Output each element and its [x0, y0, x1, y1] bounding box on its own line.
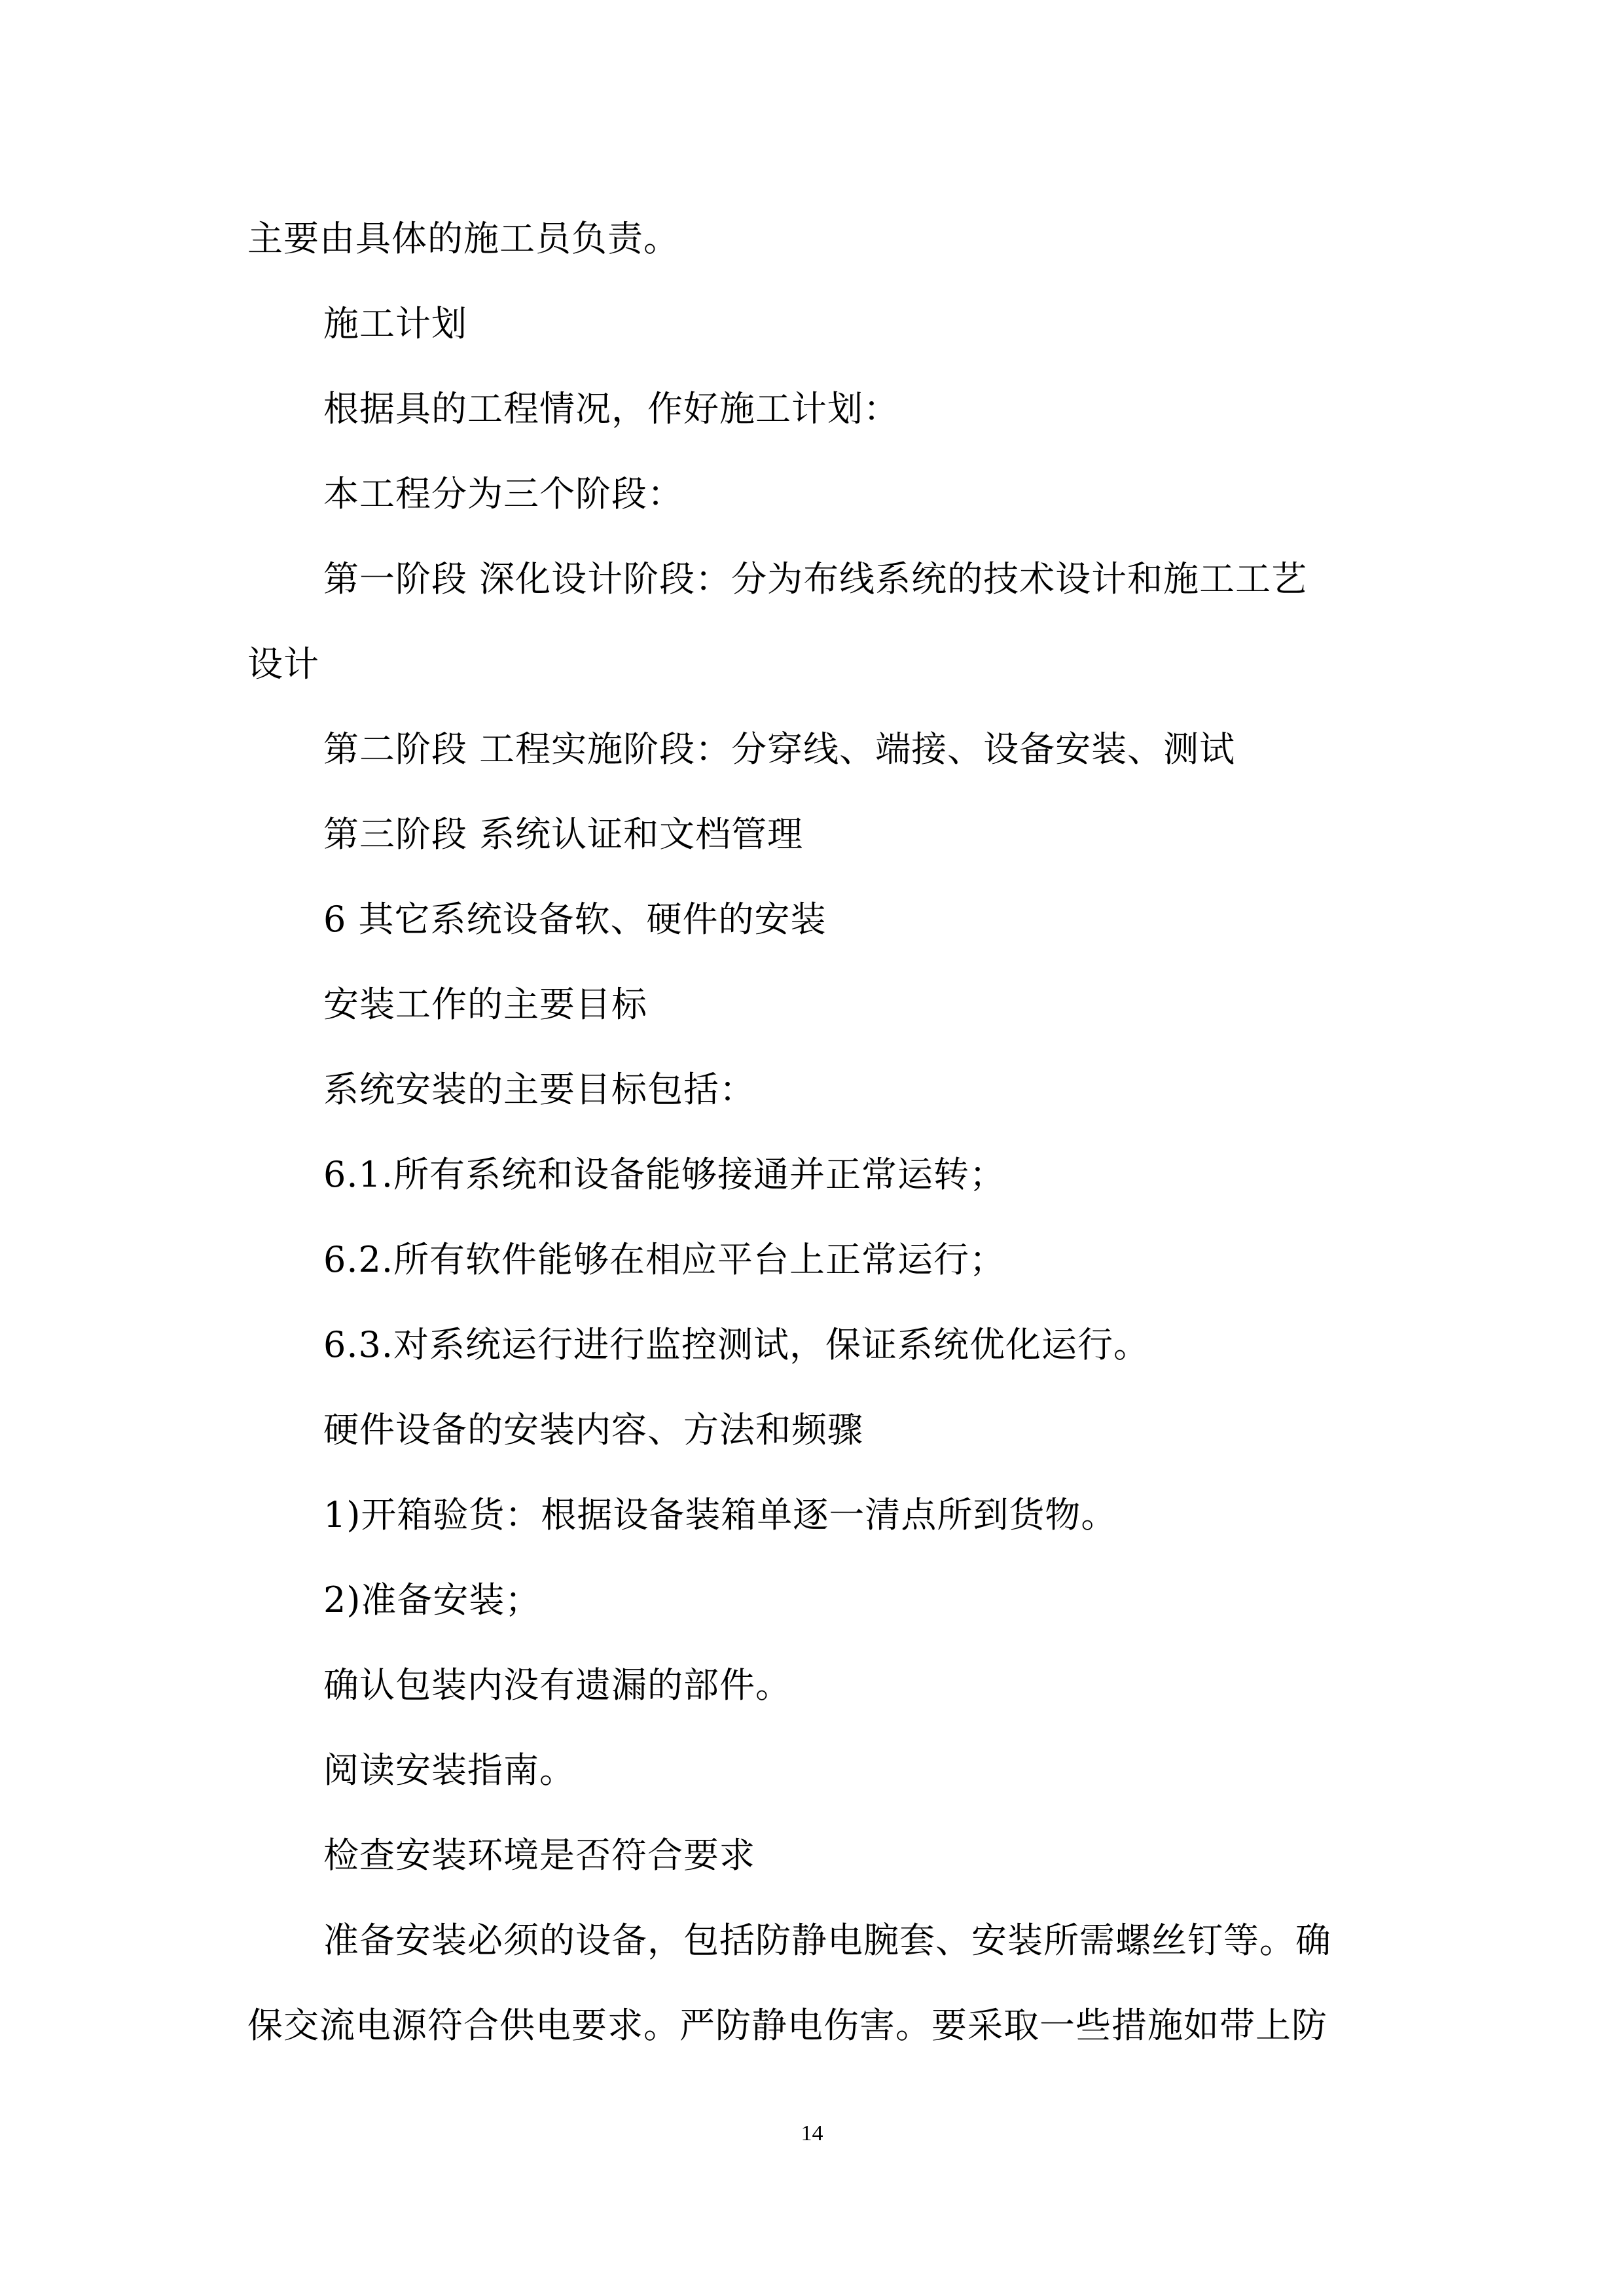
- list-item: 6.2.所有软件能够在相应平台上正常运行；: [323, 1239, 1006, 1280]
- section-heading: 硬件设备的安装内容、方法和频骤: [323, 1409, 863, 1450]
- paragraph-line: 保交流电源符合供电要求。严防静电伤害。要采取一些措施如带上防: [247, 2005, 1327, 2046]
- paragraph-line: 检查安装环境是否符合要求: [323, 1835, 755, 1876]
- paragraph-line: 本工程分为三个阶段：: [323, 473, 683, 514]
- page-number: 14: [801, 2121, 823, 2145]
- section-heading: 6 其它系统设备软、硬件的安装: [323, 899, 827, 940]
- paragraph-line: 第三阶段 系统认证和文档管理: [323, 814, 804, 855]
- list-item: 2)准备安装；: [323, 1579, 541, 1621]
- paragraph-line: 第一阶段 深化设计阶段：分为布线系统的技术设计和施工工艺: [323, 558, 1308, 600]
- paragraph-line: 主要由具体的施工员负责。: [247, 218, 679, 259]
- section-heading: 施工计划: [323, 303, 467, 344]
- paragraph-line: 根据具的工程情况，作好施工计划：: [323, 388, 899, 429]
- paragraph-line: 设计: [247, 643, 319, 685]
- section-heading: 安装工作的主要目标: [323, 984, 647, 1025]
- list-item: 6.3.对系统运行进行监控测试，保证系统优化运行。: [323, 1324, 1150, 1365]
- list-item: 1)开箱验货：根据设备装箱单逐一清点所到货物。: [323, 1494, 1117, 1535]
- paragraph-line: 第二阶段 工程实施阶段：分穿线、端接、设备安装、测试: [323, 728, 1236, 770]
- paragraph-line: 准备安装必须的设备，包括防静电腕套、安装所需螺丝钉等。确: [323, 1920, 1331, 1961]
- paragraph-line: 系统安装的主要目标包括：: [323, 1069, 755, 1110]
- list-item: 6.1.所有系统和设备能够接通并正常运转；: [323, 1154, 1006, 1195]
- paragraph-line: 阅读安装指南。: [323, 1749, 575, 1791]
- paragraph-line: 确认包装内没有遗漏的部件。: [323, 1664, 791, 1706]
